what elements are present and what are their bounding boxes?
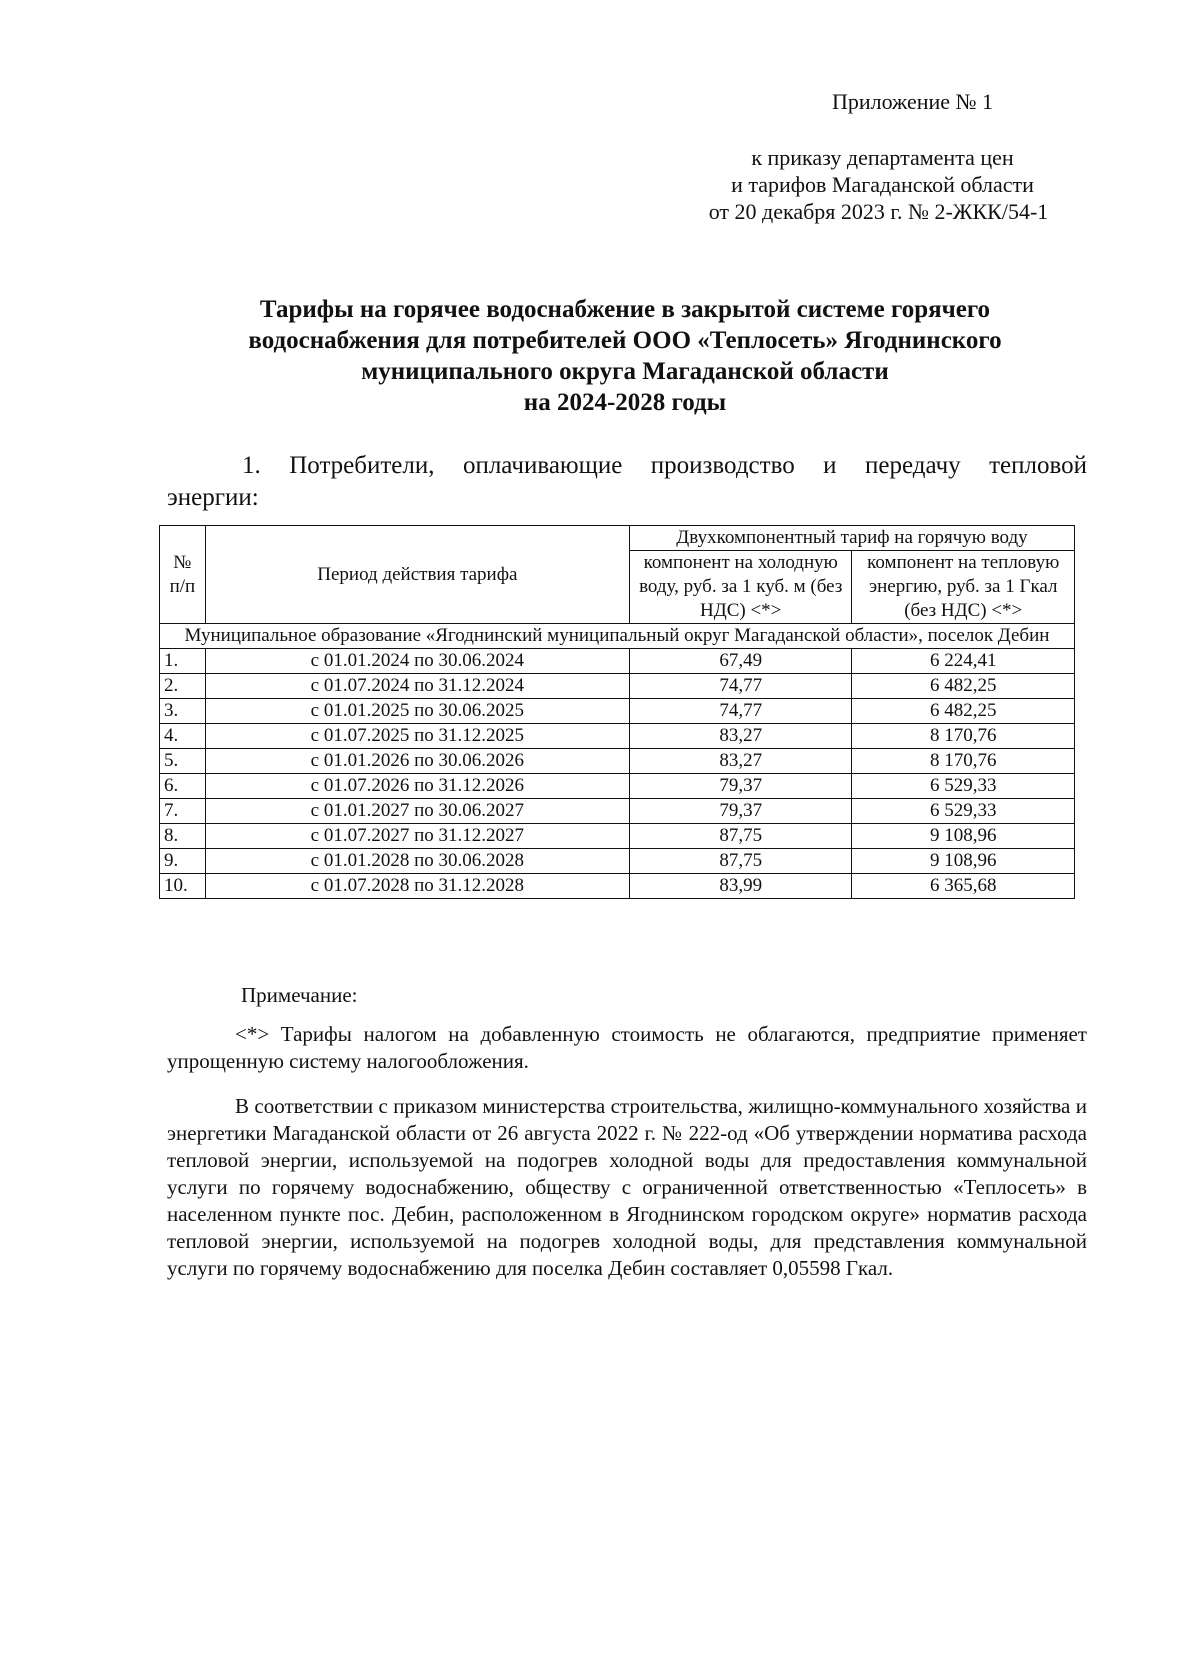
row-heat-value: 6 529,33 <box>852 774 1075 799</box>
table-row <box>160 799 1075 824</box>
table-row <box>160 824 1075 849</box>
appendix-block <box>700 88 1065 225</box>
table-row <box>160 724 1075 749</box>
row-number: 3. <box>160 699 206 724</box>
row-period: с 01.07.2028 по 31.12.2028 <box>205 874 629 899</box>
document-title <box>150 294 1100 418</box>
table-row <box>160 874 1075 899</box>
row-cold-value: 74,77 <box>629 674 852 699</box>
header-group: Двухкомпонентный тариф на горячую воду <box>629 526 1074 551</box>
row-cold-value: 83,27 <box>629 749 852 774</box>
row-cold-value: 67,49 <box>629 649 852 674</box>
appendix-line: от 20 декабря 2023 г. № 2-ЖКК/54-1 <box>708 199 1049 224</box>
title-line: Тарифы на горячее водоснабжение в закрытой системе горячего <box>259 296 991 323</box>
table-row <box>160 849 1075 874</box>
row-heat-value: 8 170,76 <box>852 749 1075 774</box>
notes-block <box>167 982 1087 1282</box>
row-cold-value: 87,75 <box>629 849 852 874</box>
row-cold-value: 83,99 <box>629 874 852 899</box>
municipality-row: Муниципальное образование «Ягоднинский муниципальный округ Магаданской области», поселок Дебин <box>160 624 1075 649</box>
appendix-line: к приказу департамента цен <box>751 145 1014 170</box>
row-number: 7. <box>160 799 206 824</box>
header-cold: компонент на холодную воду, руб. за 1 куб. м (без НДС) <*> <box>629 551 852 624</box>
note-label: Примечание: <box>241 983 358 1007</box>
row-period: с 01.07.2025 по 31.12.2025 <box>205 724 629 749</box>
row-number: 10. <box>160 874 206 899</box>
row-heat-value: 6 482,25 <box>852 674 1075 699</box>
row-heat-value: 6 529,33 <box>852 799 1075 824</box>
row-period: с 01.01.2025 по 30.06.2025 <box>205 699 629 724</box>
header-num: № п/п <box>160 526 206 624</box>
table-row <box>160 649 1075 674</box>
title-line: муниципального округа Магаданской области <box>361 358 889 385</box>
row-cold-value: 83,27 <box>629 724 852 749</box>
header-heat: компонент на тепловую энергию, руб. за 1 Гкал (без НДС) <*> <box>852 551 1075 624</box>
row-heat-value: 6 365,68 <box>852 874 1075 899</box>
row-number: 2. <box>160 674 206 699</box>
section-heading-line: энергии: <box>167 484 259 511</box>
header-period: Период действия тарифа <box>205 526 629 624</box>
note-text: <*> Тарифы налогом на добавленную стоимость не облагаются, предприятие применяет упрощенную систему налогообложения. <box>167 1022 1087 1073</box>
row-period: с 01.07.2024 по 31.12.2024 <box>205 674 629 699</box>
section-heading-line: 1. Потребители, оплачивающие производство и передачу тепловой <box>242 452 1087 479</box>
row-period: с 01.07.2027 по 31.12.2027 <box>205 824 629 849</box>
row-number: 4. <box>160 724 206 749</box>
row-cold-value: 79,37 <box>629 774 852 799</box>
body-paragraph: В соответствии с приказом министерства строительства, жилищно-коммунального хозяйства и энергетики Магаданской области от 26 августа 2022 г. № 222-од «Об утверждении норматива расхода тепловой энергии, используемой на подогрев холодной воды для предоставления коммунальной услуги по горячему водоснабжению, обществу с ограниченной ответственностью «Теплосеть» в населенном пункте пос. Дебин, расположенном в Ягоднинском городском округе» норматив расхода тепловой энергии, используемой на подогрев холодной воды, для представления коммунальной услуги по горячему водоснабжению для поселка Дебин составляет 0,05598 Гкал. <box>167 1094 1087 1280</box>
row-cold-value: 87,75 <box>629 824 852 849</box>
tariff-table <box>159 525 1075 899</box>
row-heat-value: 6 224,41 <box>852 649 1075 674</box>
table-row <box>160 749 1075 774</box>
row-period: с 01.01.2027 по 30.06.2027 <box>205 799 629 824</box>
row-period: с 01.01.2026 по 30.06.2026 <box>205 749 629 774</box>
row-number: 5. <box>160 749 206 774</box>
appendix-title: Приложение № 1 <box>831 89 994 114</box>
row-heat-value: 6 482,25 <box>852 699 1075 724</box>
row-period: с 01.07.2026 по 31.12.2026 <box>205 774 629 799</box>
row-heat-value: 9 108,96 <box>852 849 1075 874</box>
title-line: на 2024-2028 годы <box>523 389 727 416</box>
table-row <box>160 674 1075 699</box>
row-number: 9. <box>160 849 206 874</box>
row-number: 6. <box>160 774 206 799</box>
row-number: 1. <box>160 649 206 674</box>
section-heading <box>167 450 1087 514</box>
row-heat-value: 9 108,96 <box>852 824 1075 849</box>
appendix-line: и тарифов Магаданской области <box>731 172 1034 197</box>
row-period: с 01.01.2024 по 30.06.2024 <box>205 649 629 674</box>
table-row <box>160 774 1075 799</box>
row-heat-value: 8 170,76 <box>852 724 1075 749</box>
title-line: водоснабжения для потребителей ООО «Теплосеть» Ягоднинского <box>248 327 1002 354</box>
table-row <box>160 699 1075 724</box>
row-number: 8. <box>160 824 206 849</box>
row-cold-value: 74,77 <box>629 699 852 724</box>
row-period: с 01.01.2028 по 30.06.2028 <box>205 849 629 874</box>
row-cold-value: 79,37 <box>629 799 852 824</box>
